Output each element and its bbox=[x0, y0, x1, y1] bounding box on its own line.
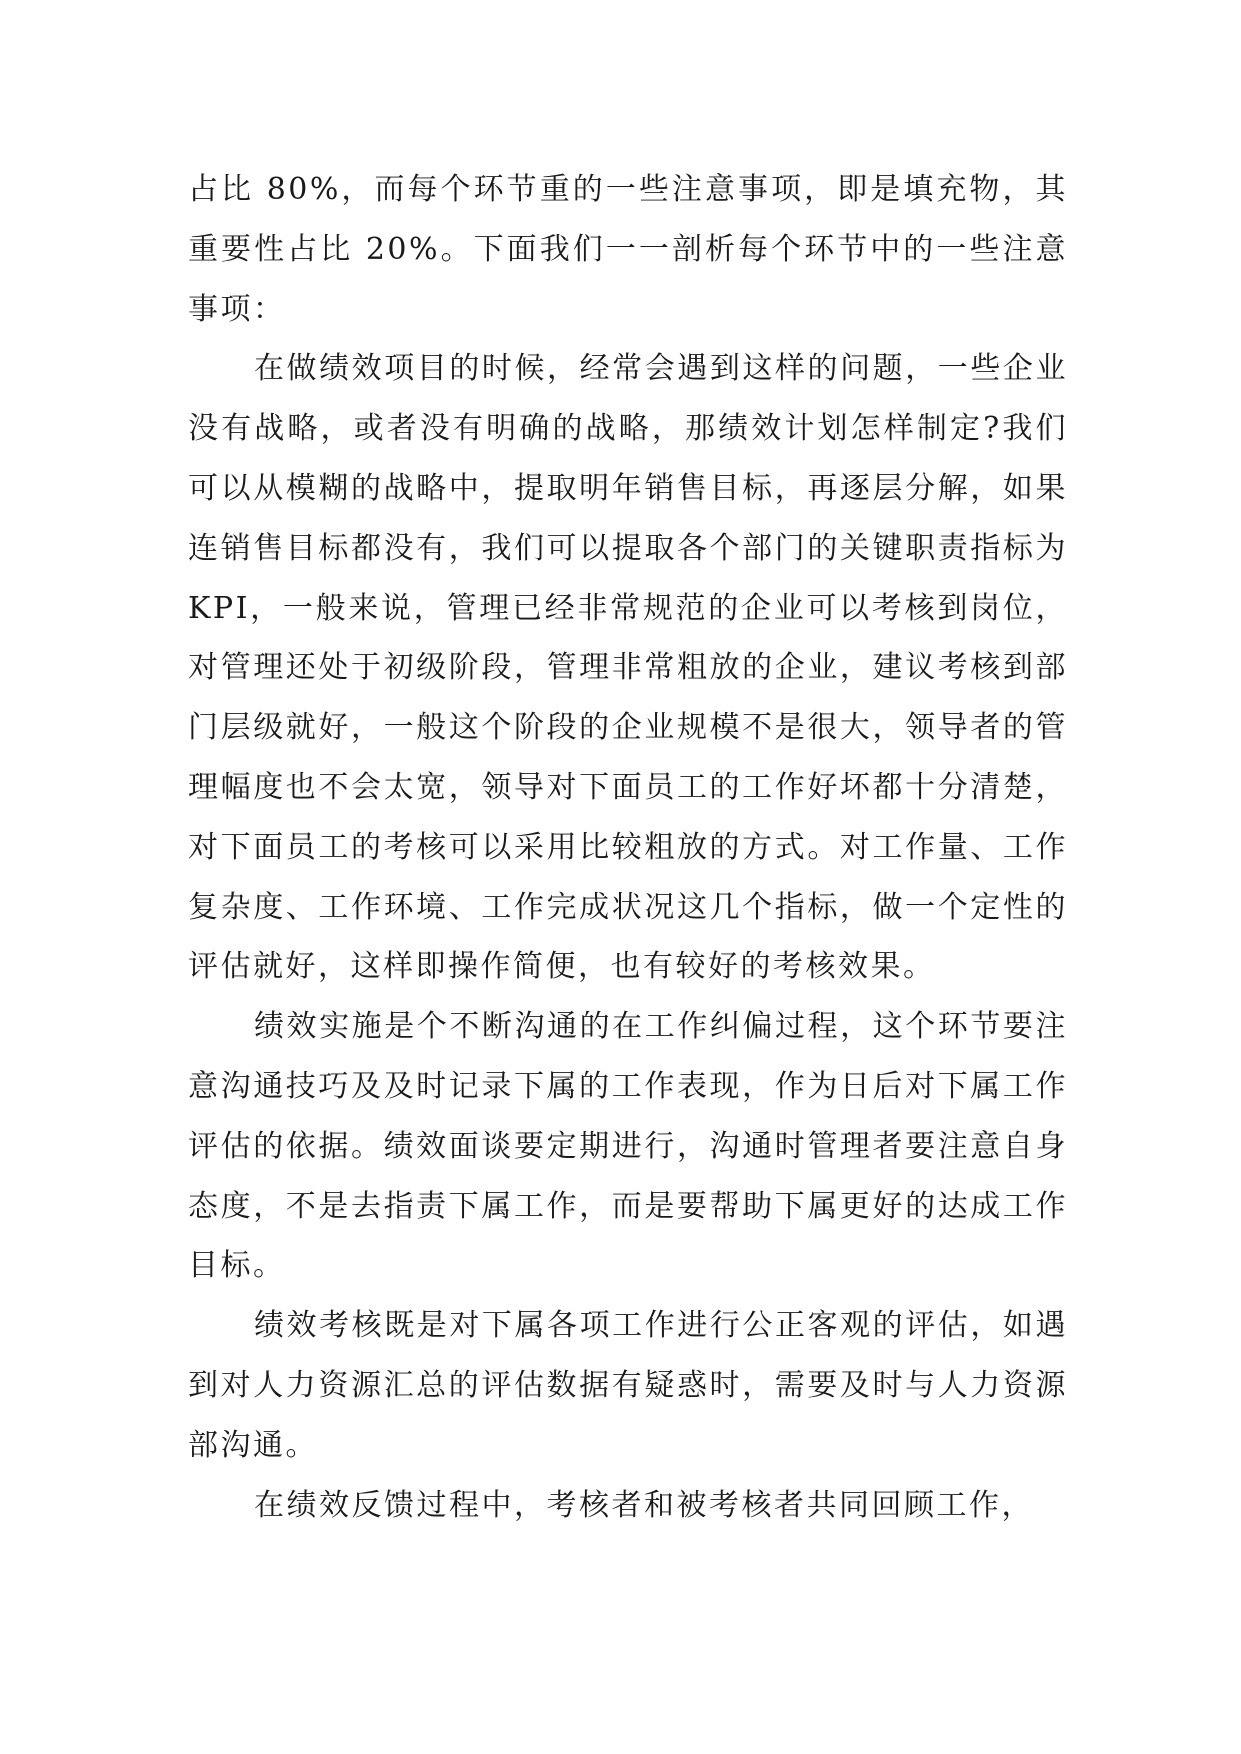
body-text bbox=[188, 160, 1068, 1535]
paragraph-1: 占比 80%，而每个环节重的一些注意事项，即是填充物，其重要性占比 20%。下面我们一一剖析每个环节中的一些注意事项： bbox=[188, 172, 1068, 327]
paragraph-2: 在做绩效项目的时候，经常会遇到这样的问题，一些企业没有战略，或者没有明确的战略，那绩效计划怎样制定?我们可以从模糊的战略中，提取明年销售目标，再逐层分解，如果连销售目标都没有，我们可以提取各个部门的关键职责指标为 KPI，一般来说，管理已经非常规范的企业可以考核到岗位，对管理还处于初级阶段，管理非常粗放的企业，建议考核到部门层级就好，一般这个阶段的企业规模不是很大，领导者的管理幅度也不会太宽，领导对下面员工的工作好坏都十分清楚，对下面员工的考核可以采用比较粗放的方式。对工作量、工作复杂度、工作环境、工作完成状况这几个指标，做一个定性的评估就好，这样即操作简便，也有较好的考核效果。 bbox=[188, 351, 1068, 985]
paragraph-3: 绩效实施是个不断沟通的在工作纠偏过程，这个环节要注意沟通技巧及及时记录下属的工作表现，作为日后对下属工作评估的依据。绩效面谈要定期进行，沟通时管理者要注意自身态度，不是去指责下属工作，而是要帮助下属更好的达成工作目标。 bbox=[188, 1009, 1068, 1284]
paragraph-5: 在绩效反馈过程中，考核者和被考核者共同回顾工作， bbox=[254, 1487, 1034, 1523]
paragraph-4: 绩效考核既是对下属各项工作进行公正客观的评估，如遇到对人力资源汇总的评估数据有疑惑时，需要及时与人力资源部沟通。 bbox=[188, 1308, 1068, 1463]
